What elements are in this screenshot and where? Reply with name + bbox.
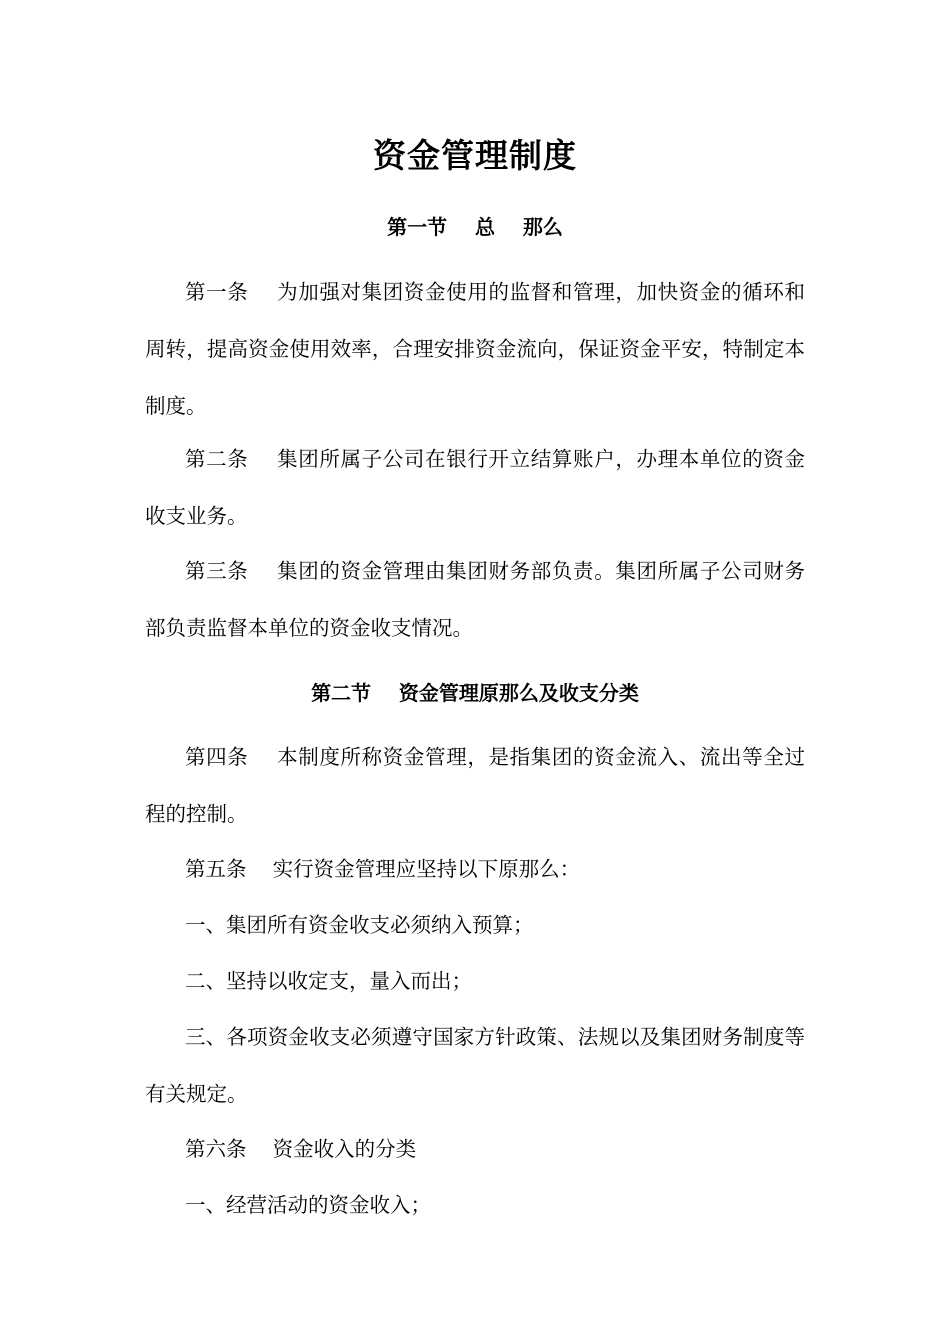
principle-item-3: 三、各项资金收支必须遵守国家方针政策、法规以及集团财务制度等有关规定。 — [145, 1025, 805, 1106]
principle-item-1: 一、集团所有资金收支必须纳入预算； — [185, 913, 534, 937]
article-4: 第四条 本制度所称资金管理，是指集团的资金流入、流出等全过程的控制。 — [145, 745, 805, 826]
document-title: 资金管理制度 — [373, 136, 577, 175]
article-3: 第三条 集团的资金管理由集团财务部负责。集团所属子公司财务部负责监督本单位的资金收支情况。 — [145, 559, 805, 640]
principle-item-2: 二、坚持以收定支，量入而出； — [185, 969, 472, 993]
article-2: 第二条 集团所属子公司在银行开立结算账户，办理本单位的资金收支业务。 — [145, 447, 805, 528]
section-heading-2: 第二节 资金管理原那么及收支分类 — [311, 681, 639, 705]
article-1: 第一条 为加强对集团资金使用的监督和管理，加快资金的循环和周转，提高资金使用效率，合理安排资金流向，保证资金平安，特制定本制度。 — [145, 280, 805, 418]
article-5: 第五条 实行资金管理应坚持以下原那么： — [185, 857, 581, 881]
income-item-1: 一、经营活动的资金收入； — [185, 1193, 431, 1217]
section-heading-1: 第一节 总 那么 — [387, 215, 563, 239]
article-6: 第六条 资金收入的分类 — [185, 1137, 417, 1161]
